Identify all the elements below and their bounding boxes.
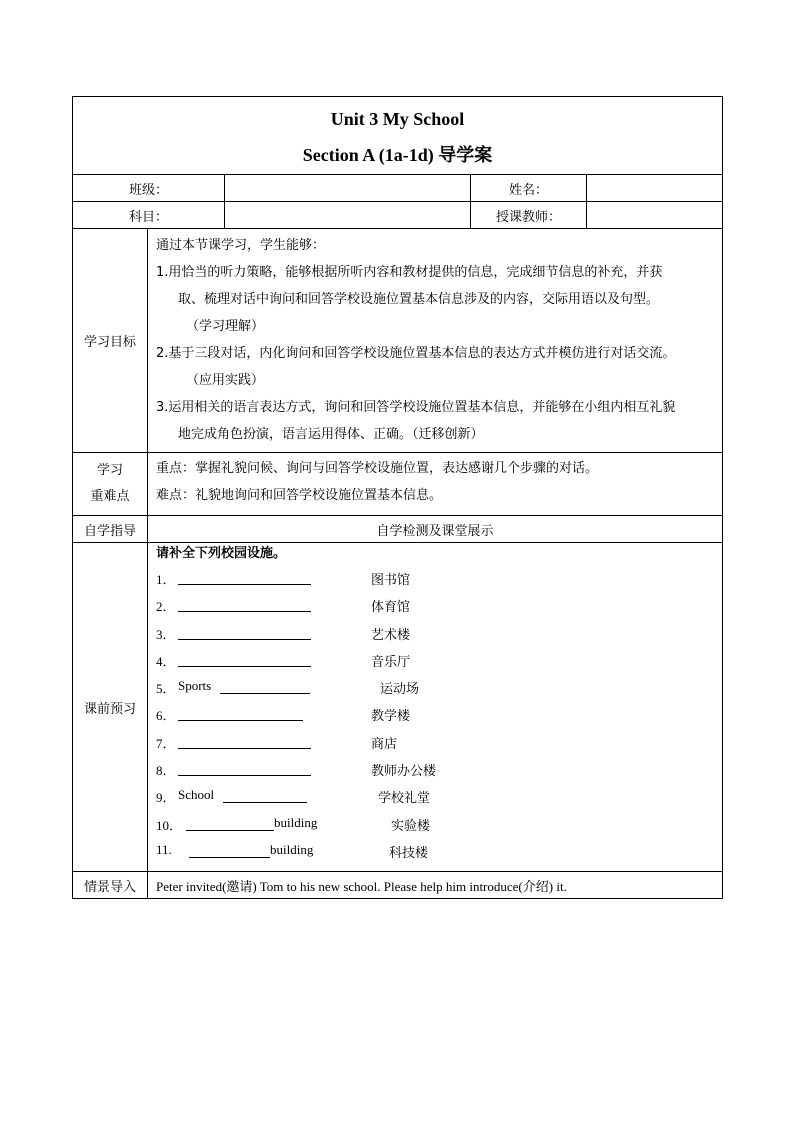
facility-item <box>156 620 722 647</box>
answer-blank[interactable] <box>178 735 311 749</box>
objectives-intro: 通过本节课学习，学生能够： <box>156 238 326 253</box>
facility-item <box>156 674 722 701</box>
item-number: 1． <box>156 572 176 587</box>
answer-blank[interactable] <box>178 707 303 721</box>
facility-item <box>156 783 722 810</box>
facility-item <box>156 701 722 728</box>
item-number: 10． <box>156 817 183 833</box>
answer-blank[interactable] <box>189 844 270 858</box>
class-label: 班级： <box>73 175 225 202</box>
objective-1-tag: （学习理解） <box>186 319 265 334</box>
answer-blank[interactable] <box>178 626 311 640</box>
item-number: 9． <box>156 790 176 806</box>
objective-1-line-2: 取、梳理对话中询问和回答学校设施位置基本信息涉及的内容，交际用语以及句型。 <box>178 292 660 307</box>
focus-point: 重点：掌握礼貌问候、询问与回答学校设施位置，表达感谢几个步骤的对话。 <box>156 461 599 476</box>
item-prefix: Sports <box>178 678 212 694</box>
page-subtitle: Section A (1a-1d) 导学案 <box>302 145 493 165</box>
item-number: 8． <box>156 763 176 779</box>
item-chinese-name: 运动场 <box>380 682 420 698</box>
answer-blank[interactable] <box>223 789 307 803</box>
subject-field[interactable] <box>225 202 471 229</box>
facility-item <box>156 756 722 783</box>
preview-instruction: 请补全下列校园设施。 <box>156 546 287 561</box>
objective-2-line-1: 2.基于三段对话，内化询问和回答学校设施位置基本信息的表达方式并模仿进行对话交流。 <box>156 346 676 361</box>
item-number: 2． <box>156 599 176 615</box>
preview-label: 课前预习 <box>73 543 148 872</box>
item-chinese-name: 实验楼 <box>391 818 431 834</box>
objectives-content <box>148 229 723 453</box>
facility-item <box>156 729 722 756</box>
item-number: 6． <box>156 708 176 724</box>
preview-content <box>148 543 723 872</box>
item-number: 5． <box>156 681 176 697</box>
facility-item <box>156 647 722 674</box>
item-suffix: building <box>274 814 318 830</box>
item-number: 3． <box>156 626 176 642</box>
answer-blank[interactable] <box>178 571 311 585</box>
item-chinese-name: 图书馆 <box>371 573 411 588</box>
answer-blank[interactable] <box>178 598 311 612</box>
answer-blank[interactable] <box>178 762 311 776</box>
answer-blank[interactable] <box>220 680 310 694</box>
item-suffix: building <box>270 841 314 857</box>
name-field[interactable] <box>587 175 723 202</box>
item-chinese-name: 科技楼 <box>389 845 429 861</box>
item-chinese-name: 艺术楼 <box>371 627 411 643</box>
difficulty-point: 难点：礼貌地询问和回答学校设施位置基本信息。 <box>156 488 443 503</box>
guide-heading: 自学检测及课堂展示 <box>148 516 723 543</box>
key-points-label-line-1: 学习 <box>96 463 123 478</box>
guide-label: 自学指导 <box>73 516 148 543</box>
scenario-text: Peter invited(邀请) Tom to his new school. Please help him introduce(介绍) it. <box>148 872 723 899</box>
item-chinese-name: 商店 <box>371 736 398 752</box>
facility-item <box>156 565 722 592</box>
teacher-label: 授课教师： <box>471 202 587 229</box>
objective-3-line-1: 3.运用相关的语言表达方式，询问和回答学校设施位置基本信息，并能够在小组内相互礼貌 <box>156 400 676 415</box>
item-chinese-name: 教师办公楼 <box>371 764 437 780</box>
key-points-label-line-2: 重难点 <box>90 489 130 504</box>
item-number: 11. <box>156 841 172 857</box>
subject-label: 科目： <box>73 202 225 229</box>
facility-item <box>156 592 722 619</box>
name-label: 姓名： <box>471 175 587 202</box>
teacher-field[interactable] <box>587 202 723 229</box>
objective-2-tag: （应用实践） <box>186 373 265 388</box>
key-points-label <box>73 453 148 516</box>
scenario-label: 情景导入 <box>73 872 148 899</box>
objectives-label: 学习目标 <box>73 229 148 453</box>
page-title: Unit 3 My School <box>330 109 465 129</box>
item-chinese-name: 教学楼 <box>371 709 411 725</box>
item-chinese-name: 音乐厅 <box>371 654 411 670</box>
item-prefix: School <box>178 787 215 803</box>
objective-3-line-2: 地完成角色扮演，语言运用得体、正确。（迁移创新） <box>178 427 484 442</box>
item-chinese-name: 学校礼堂 <box>378 791 431 807</box>
objective-1-line-1: 1.用恰当的听力策略，能够根据所听内容和教材提供的信息，完成细节信息的补充，并获 <box>156 265 663 280</box>
facility-item <box>156 838 722 865</box>
class-field[interactable] <box>225 175 471 202</box>
answer-blank[interactable] <box>178 653 311 667</box>
title-cell <box>73 97 723 175</box>
answer-blank[interactable] <box>186 817 274 831</box>
facility-list <box>156 565 722 865</box>
item-number: 4． <box>156 653 176 669</box>
study-guide-table <box>72 96 723 899</box>
facility-item <box>156 811 722 838</box>
item-number: 7． <box>156 735 176 751</box>
item-chinese-name: 体育馆 <box>371 600 411 616</box>
key-points-content <box>148 453 723 516</box>
